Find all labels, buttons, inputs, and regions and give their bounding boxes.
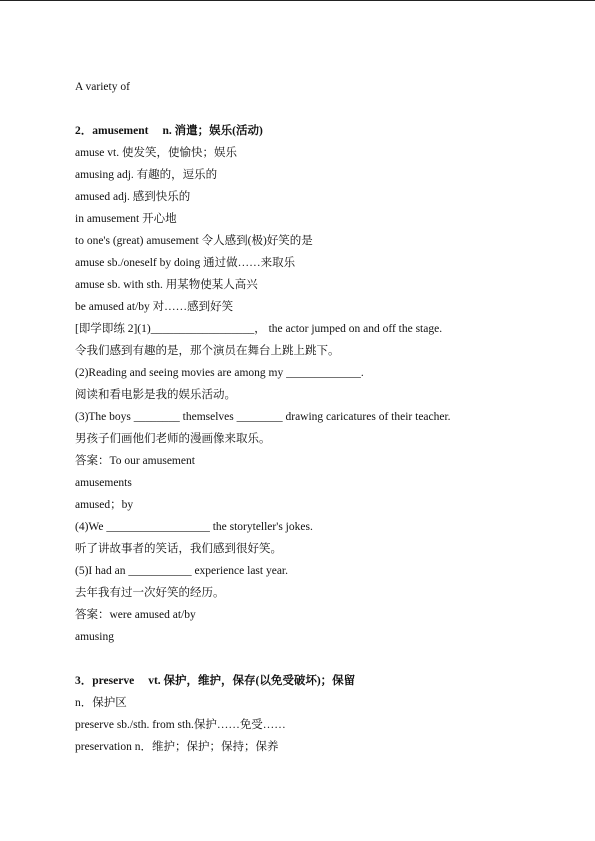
- section-2-word: 2．amusement: [75, 125, 149, 137]
- intro-text: A variety of: [75, 81, 130, 93]
- answer-2: 答案：were amused at/by: [75, 609, 196, 621]
- entry-line: amuse sb. with sth. 用某物使某人高兴: [75, 279, 258, 291]
- section-2-heading: [75, 120, 555, 142]
- exercise-5-chinese: 去年我有过一次好笑的经历。: [75, 587, 225, 599]
- answer-1-c: amused；by: [75, 499, 134, 511]
- exercise-5-english: (5)I had an ___________ experience last year.: [75, 565, 288, 577]
- section-2-definition: n. 消遣；娱乐(活动): [162, 125, 263, 137]
- exercise-2-english: (2)Reading and seeing movies are among my _____________.: [75, 367, 364, 379]
- entry-line: amusing adj. 有趣的，逗乐的: [75, 169, 218, 181]
- answer-1: 答案：To our amusement: [75, 455, 195, 467]
- entry-line: n．保护区: [75, 697, 127, 709]
- section-3-word: 3．preserve: [75, 675, 135, 687]
- entry-line: amuse vt. 使发笑，使愉快；娱乐: [75, 147, 237, 159]
- entry-line: preserve sb./sth. from sth.保护……免受……: [75, 719, 286, 731]
- entry-line: amuse sb./oneself by doing 通过做……来取乐: [75, 257, 296, 269]
- entry-line: preservation n．维护；保护；保持；保养: [75, 741, 279, 753]
- answer-1-b: amusements: [75, 477, 132, 489]
- exercise-3-chinese: 男孩子们画他们老师的漫画像来取乐。: [75, 433, 271, 445]
- page-top-rule: [0, 0, 595, 1]
- entry-line: in amusement 开心地: [75, 213, 177, 225]
- exercise-3-english: (3)The boys ________ themselves ________ drawing caricatures of their teacher.: [75, 411, 451, 423]
- exercise-1-english: [即学即练 2](1)__________________， the actor jumped on and off the stage.: [75, 323, 443, 335]
- section-3-heading: [75, 670, 555, 692]
- exercise-2-chinese: 阅读和看电影是我的娱乐活动。: [75, 389, 236, 401]
- exercise-4-chinese: 听了讲故事者的笑话，我们感到很好笑。: [75, 543, 282, 555]
- entry-line: to one's (great) amusement 令人感到(极)好笑的是: [75, 235, 313, 247]
- exercise-1-chinese: 令我们感到有趣的是，那个演员在舞台上跳上跳下。: [75, 345, 340, 357]
- answer-2-b: amusing: [75, 631, 114, 643]
- exercise-4-english: (4)We __________________ the storyteller's jokes.: [75, 521, 313, 533]
- entry-line: amused adj. 感到快乐的: [75, 191, 191, 203]
- entry-line: be amused at/by 对……感到好笑: [75, 301, 234, 313]
- section-3-definition: vt. 保护，维护，保存(以免受破坏)；保留: [148, 675, 356, 687]
- document-body: [75, 76, 555, 758]
